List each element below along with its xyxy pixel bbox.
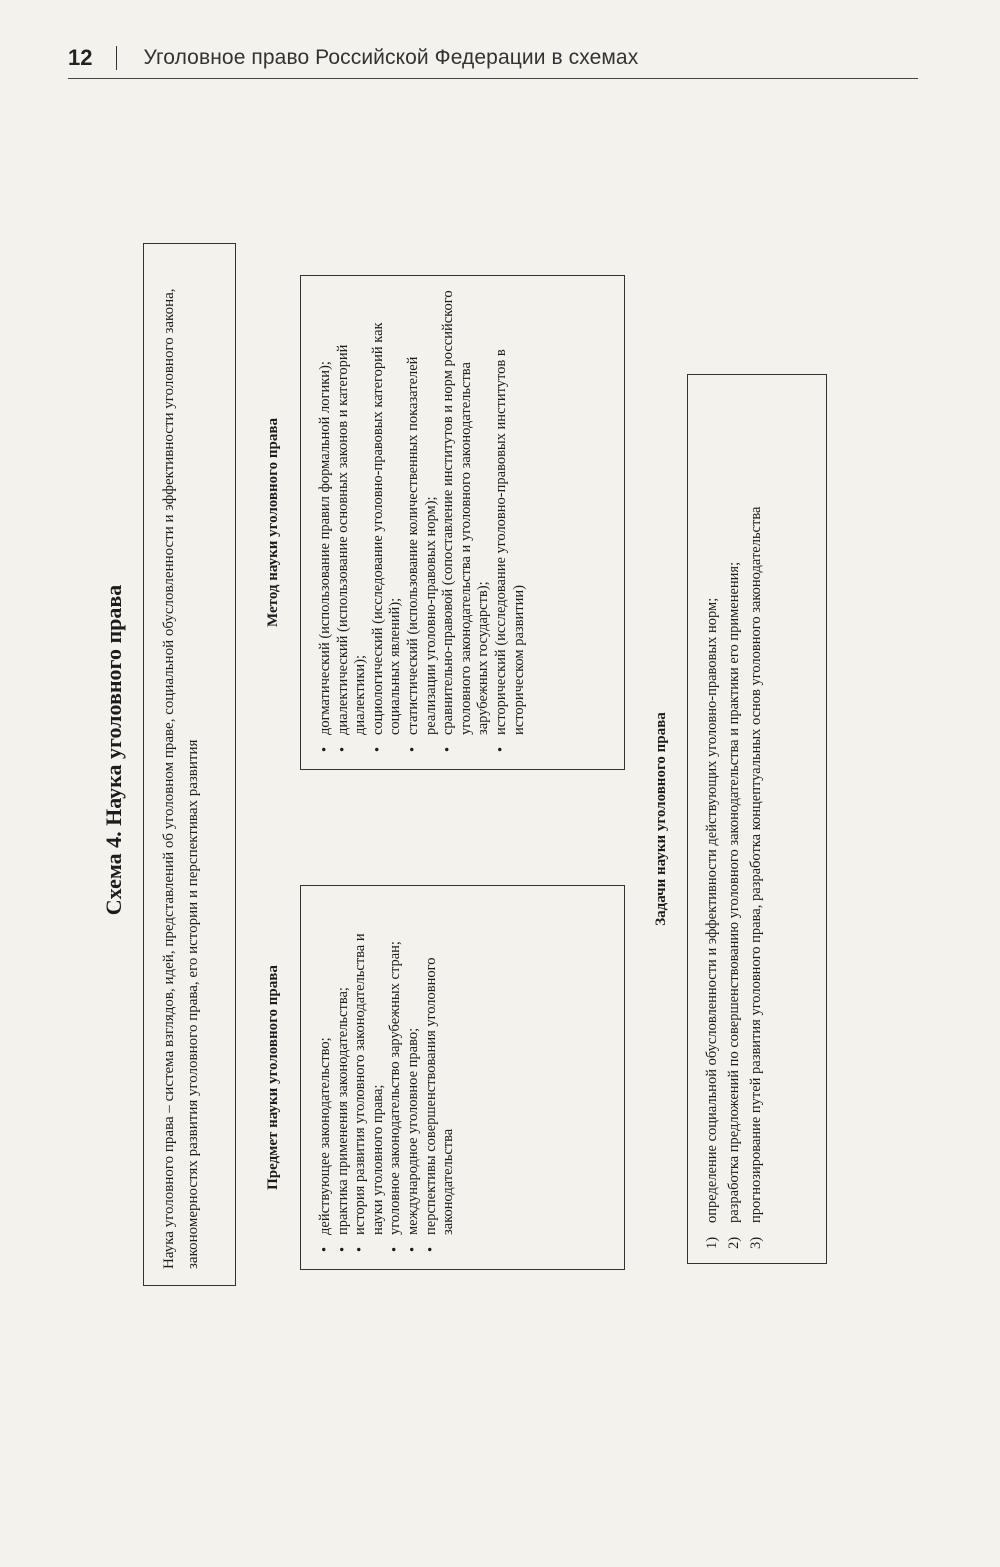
list-item: • уголовное законодательство зарубежных стран; — [387, 898, 405, 1255]
task-number: 1) — [704, 1236, 720, 1249]
list-item: • практика применения законодательства; — [335, 898, 353, 1255]
list-item: • международное уголовное право; — [405, 898, 423, 1255]
list-item: • действующее законодательство; — [317, 898, 335, 1255]
list-item: • диалектический (использование основных законов и категорий диалектики); — [335, 288, 370, 755]
scheme-title: Схема 4. Наука уголовного права — [101, 584, 126, 916]
task-text: прогнозирование путей развития уголовного права, разработка концептуальных основ уголовного законодательства — [748, 506, 764, 1223]
task-row — [701, 389, 723, 1249]
definition-text: Наука уголовного права – система взглядов, идей, представлений об уголовном праве, социальной обусловленности и эффективности уголовного закона, закономерностях развития уголовного права, его истории и перспективах развития — [161, 288, 201, 1269]
list-item: • социологический (исследование уголовно-правовых категорий как социальных явлений); — [370, 288, 405, 755]
method-list — [317, 288, 528, 755]
list-item: • статистический (использование количественных показателей реализации уголовно-правовых норм); — [405, 288, 440, 755]
method-box — [300, 275, 625, 770]
scheme-rotated-content — [95, 200, 835, 1300]
task-number: 3) — [748, 1236, 764, 1249]
list-item: • исторический (исследование уголовно-правовых институтов в историческом развитии) — [493, 288, 528, 755]
task-row — [723, 389, 745, 1249]
list-item: • история развития уголовного законодательства и науки уголовного права; — [352, 898, 387, 1255]
header-separator — [116, 46, 117, 70]
definition-box — [143, 243, 236, 1286]
list-item: • сравнительно-правовой (сопоставление институтов и норм российского уголовного законодательства и уголовного законодательства зарубежных государств); — [440, 288, 493, 755]
subject-heading: Предмет науки уголовного права — [265, 965, 281, 1190]
book-title: Уголовное право Российской Федерации в схемах — [143, 46, 639, 69]
task-row — [745, 389, 767, 1249]
task-text: определение социальной обусловленности и эффективности действующих уголовно-правовых норм; — [704, 597, 720, 1223]
method-heading: Метод науки уголовного права — [265, 418, 281, 627]
tasks-box — [687, 374, 827, 1264]
tasks-heading: Задачи науки уголовного права — [653, 712, 669, 926]
page-number: 12 — [68, 45, 93, 70]
subject-box — [300, 885, 625, 1270]
list-item: • перспективы совершенствования уголовного законодательства — [423, 898, 458, 1255]
subject-list — [317, 898, 458, 1255]
task-number: 2) — [726, 1236, 742, 1249]
task-text: разработка предложений по совершенствованию уголовного законодательства и практики его применения; — [726, 561, 742, 1223]
list-item: • догматический (использование правил формальной логики); — [317, 288, 335, 755]
page-header — [68, 38, 918, 79]
